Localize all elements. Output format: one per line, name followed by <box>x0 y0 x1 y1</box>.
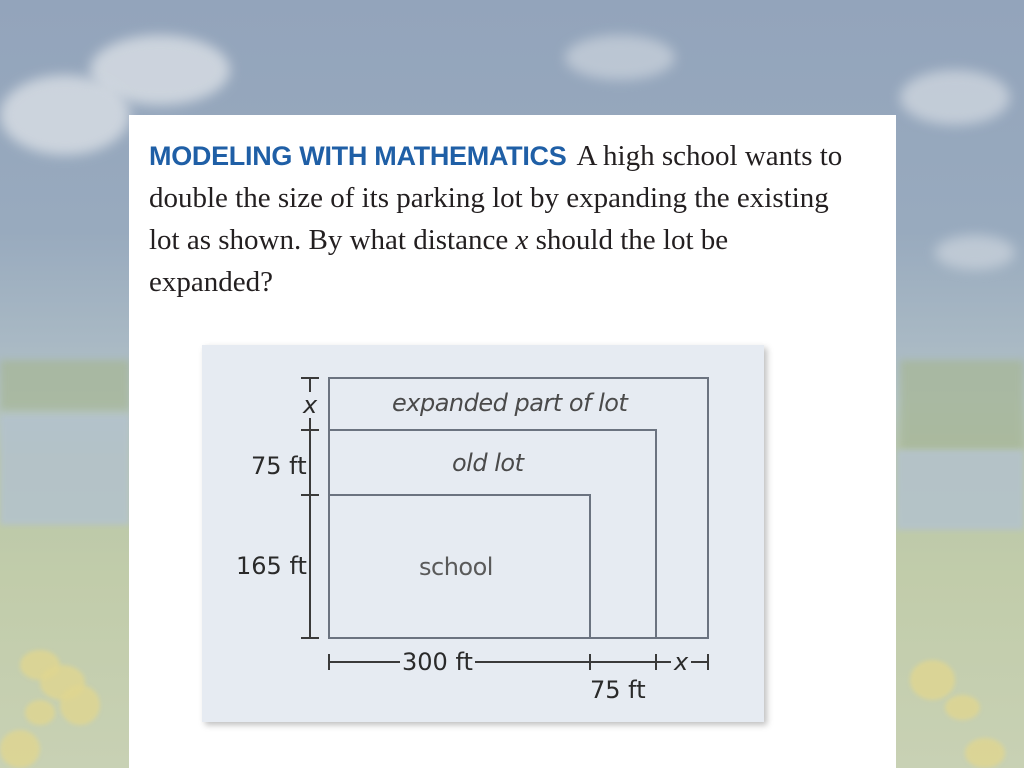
horizontal-tick-right <box>707 654 709 670</box>
horizontal-x-label: x <box>671 649 691 675</box>
vertical-tick-bottom <box>301 637 319 639</box>
problem-text-end: should the lot be expanded? <box>149 224 729 298</box>
parking-lot-diagram <box>202 345 764 722</box>
vertical-tick-x <box>301 429 319 431</box>
problem-card <box>129 115 896 768</box>
old-lot-label: old lot <box>452 449 524 477</box>
problem-text: A high school wants to double the size of its parking lot by expanding the existing lot as shown. By what distance <box>149 140 843 256</box>
vertical-tick-top <box>301 377 319 379</box>
vertical-x-label: x <box>303 391 318 419</box>
school-label: school <box>419 553 493 581</box>
vertical-75ft-label: 75 ft <box>251 452 307 480</box>
expanded-part-label: expanded part of lot <box>392 389 628 417</box>
problem-variable: x <box>515 224 529 256</box>
horizontal-75ft-label: 75 ft <box>590 676 646 704</box>
vertical-tick-75 <box>301 494 319 496</box>
horizontal-tick-300 <box>589 654 591 670</box>
horizontal-300ft-label: 300 ft <box>402 648 473 676</box>
horizontal-tick-left <box>328 654 330 670</box>
horizontal-dimension-line <box>328 661 709 663</box>
problem-statement <box>149 135 849 303</box>
vertical-165ft-label: 165 ft <box>236 552 307 580</box>
problem-heading: MODELING WITH MATHEMATICS <box>149 141 567 171</box>
horizontal-tick-75 <box>655 654 657 670</box>
